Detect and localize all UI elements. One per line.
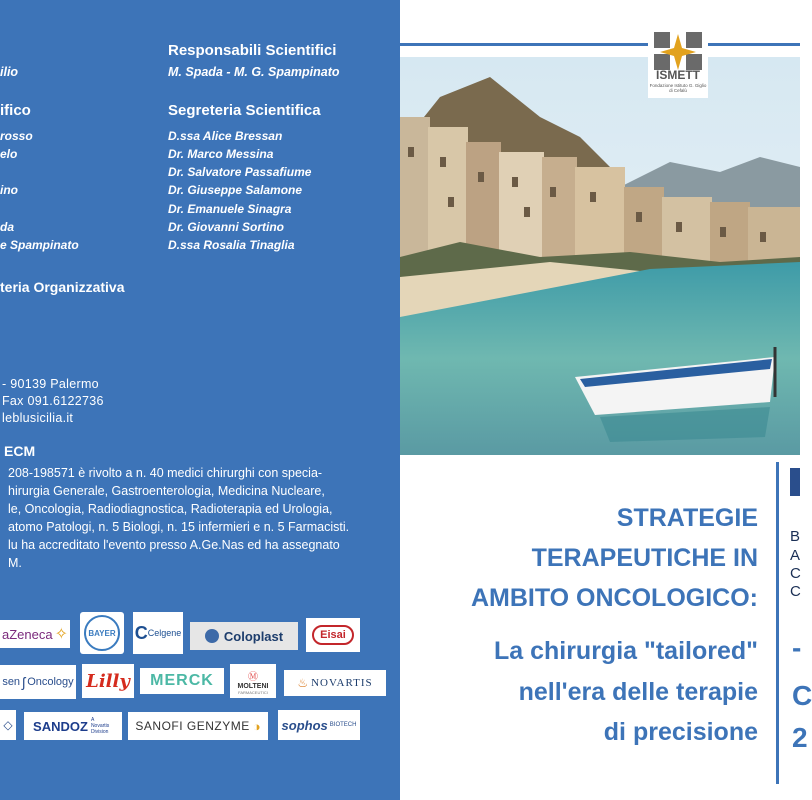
left-col-item: rosso xyxy=(0,129,33,143)
segreteria-member: Dr. Emanuele Sinagra xyxy=(168,202,292,216)
left-col-line1: ilio xyxy=(0,65,19,79)
coloplast-logo: Coloplast xyxy=(190,622,298,650)
janssen-oncology-logo: sen ʃ Oncology xyxy=(0,665,76,699)
partial-logo xyxy=(0,710,16,740)
edge-text-fragment: B xyxy=(790,528,801,545)
edge-date-fragment: - xyxy=(792,632,802,663)
ecm-line: hirurgia Generale, Gastroenterologia, Medicina Nucleare, xyxy=(8,484,325,498)
responsabili-names: M. Spada - M. G. Spampinato xyxy=(168,65,340,79)
phone-fax-line: Fax 091.6122736 xyxy=(2,394,104,408)
responsabili-heading: Responsabili Scientifici xyxy=(168,42,337,59)
edge-text-fragment: C xyxy=(790,583,801,600)
astrazeneca-logo: aZeneca ✧ xyxy=(0,620,70,648)
molteni-mark-icon: Ⓜ xyxy=(248,671,258,683)
website-link[interactable]: leblusicilia.it xyxy=(2,411,74,425)
title-line-3: AMBITO ONCOLOGICO: xyxy=(470,584,758,612)
segreteria-member: D.ssa Rosalia Tinaglia xyxy=(168,238,295,252)
address-line: - 90139 Palermo xyxy=(2,377,99,391)
left-col-item: e Spampinato xyxy=(0,238,79,252)
ecm-paragraph xyxy=(0,464,376,572)
novartis-flame-icon: ♨ xyxy=(297,676,309,690)
segreteria-organizzativa-heading: teria Organizzativa xyxy=(0,279,125,295)
edge-logo-fragment xyxy=(790,468,800,496)
novartis-logo: ♨ NOVARTIS xyxy=(284,670,386,696)
cefalu-seaside-photo xyxy=(400,57,800,455)
segreteria-scientifica-heading: Segreteria Scientifica xyxy=(168,102,321,119)
molteni-logo: Ⓜ MOLTENI FARMACEUTICI xyxy=(230,664,276,698)
edge-text-fragment: C xyxy=(790,565,801,582)
left-col-item: ino xyxy=(0,183,18,197)
top-accent-bar xyxy=(400,43,800,46)
subtitle-line-2: nell'era delle terapie xyxy=(518,678,758,706)
title-line-2: TERAPEUTICHE IN xyxy=(531,544,758,572)
lilly-logo: Lilly xyxy=(82,664,134,698)
ecm-line: 208-198571 è rivolto a n. 40 medici chirurghi con specia- xyxy=(8,466,323,480)
foundation-caption: Fondazione Istituto G. Giglio di Cefalù xyxy=(649,83,707,93)
title-line-1: STRATEGIE xyxy=(616,504,758,532)
segreteria-member: Dr. Giovanni Sortino xyxy=(168,220,285,234)
janssen-mark-icon: ʃ xyxy=(22,674,26,690)
left-col-item: elo xyxy=(0,147,18,161)
segreteria-member: Dr. Marco Messina xyxy=(168,147,274,161)
ecm-line: le, Oncologia, Radiodiagnostica, Radioterapia ed Urologia, xyxy=(8,502,333,516)
edge-date-fragment: C xyxy=(792,680,812,711)
merck-logo: MERCK xyxy=(140,668,224,694)
left-col-item: da xyxy=(0,220,15,234)
partial-mark-icon: ◇ xyxy=(3,718,13,732)
astrazeneca-swirl-icon: ✧ xyxy=(54,626,68,643)
ecm-line: atomo Patologi, n. 5 Biologi, n. 15 infermieri e n. 5 Farmacisti. xyxy=(8,520,350,534)
eisai-logo: Eisai xyxy=(306,618,360,652)
left-col-heading: ifico xyxy=(0,102,31,119)
edge-text-fragment: A xyxy=(790,547,801,564)
coloplast-dot-icon xyxy=(205,629,219,643)
foundation-logo-mark: ISMETT xyxy=(656,68,700,82)
subtitle-line-1: La chirurgia "tailored" xyxy=(493,637,758,665)
bayer-logo: BAYER xyxy=(80,612,124,654)
celgene-mark-icon: C xyxy=(134,622,148,643)
segreteria-member: D.ssa Alice Bressan xyxy=(168,129,283,143)
ecm-line: lu ha accreditato l'evento presso A.Ge.Nas ed ha assegnato xyxy=(8,538,340,552)
sanofi-genzyme-logo: SANOFI GENZYME ◑ xyxy=(128,712,268,740)
segreteria-member: Dr. Salvatore Passafiume xyxy=(168,165,312,179)
celgene-logo: C Celgene xyxy=(133,612,183,654)
left-info-panel xyxy=(0,0,400,800)
subtitle-line-3: di precisione xyxy=(603,718,758,746)
edge-date-fragment: 2 xyxy=(792,722,808,753)
ecm-heading: ECM xyxy=(4,443,36,459)
sanofi-swirl-icon: ◑ xyxy=(252,718,261,734)
foundation-logo xyxy=(648,28,708,98)
sandoz-logo: SANDOZ A Novartis Division xyxy=(24,712,122,740)
panel-divider xyxy=(776,462,779,784)
ecm-line: M. xyxy=(8,556,22,570)
segreteria-member: Dr. Giuseppe Salamone xyxy=(168,183,303,197)
sophos-biotech-logo: sophos BIOTECH xyxy=(278,710,360,740)
